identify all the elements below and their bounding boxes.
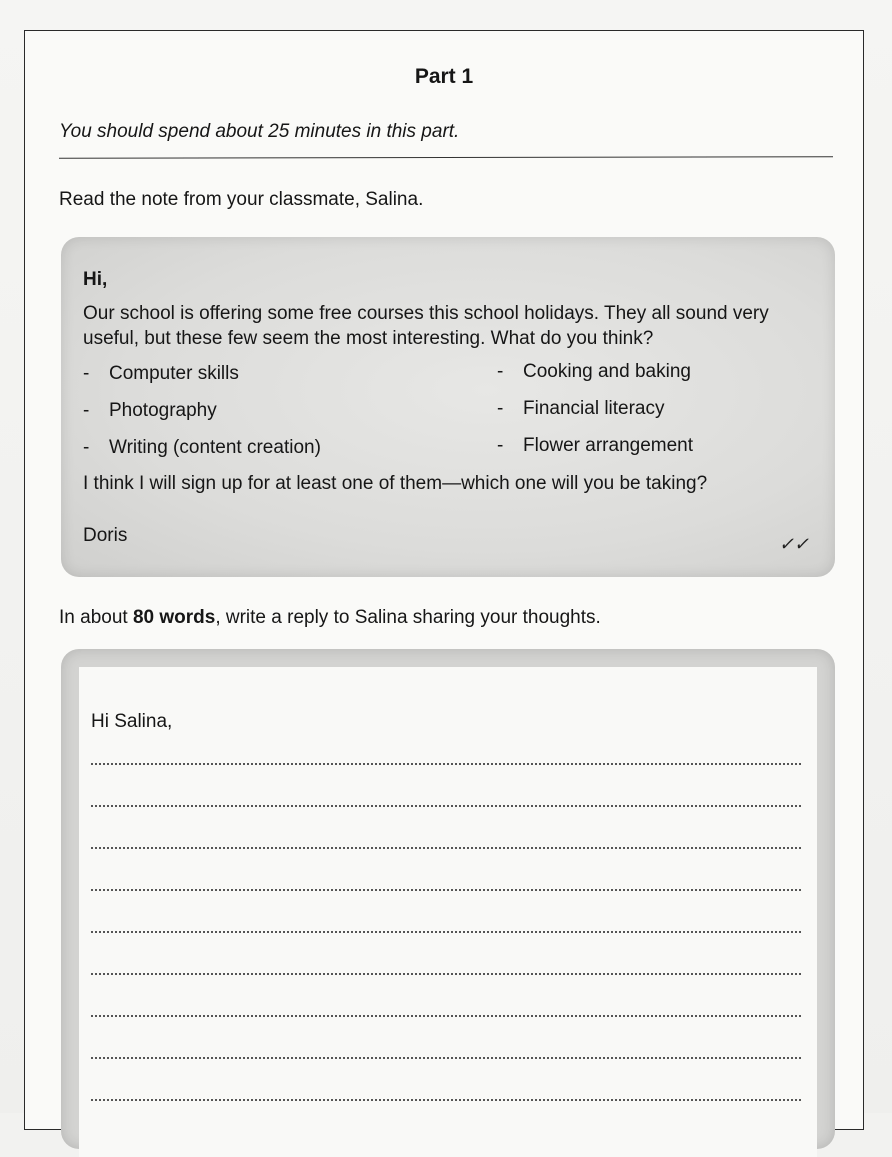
writing-line[interactable]	[91, 973, 801, 975]
note-greeting: Hi,	[83, 269, 108, 290]
writing-line[interactable]	[91, 763, 801, 765]
tick-mark-icon: ✓✓	[778, 534, 809, 554]
answer-sheet	[79, 667, 817, 1157]
note-closing: I think I will sign up for at least one of them—which one will you be taking?	[83, 473, 708, 494]
course-item	[83, 437, 321, 459]
write-instruction-post: , write a reply to Salina sharing your thoughts.	[215, 607, 601, 628]
course-bullet: -	[497, 435, 504, 456]
write-instruction	[59, 607, 601, 629]
course-item	[497, 435, 693, 457]
note-signoff: Doris	[83, 525, 128, 546]
course-item	[83, 363, 239, 385]
course-bullet: -	[497, 398, 504, 419]
answer-greeting: Hi Salina,	[91, 711, 173, 732]
part-title: Part 1	[414, 65, 474, 88]
course-label: Photography	[109, 400, 217, 421]
writing-line[interactable]	[91, 1099, 801, 1101]
word-count: 80 words	[132, 607, 216, 628]
course-item	[497, 361, 691, 383]
course-item	[497, 398, 665, 420]
course-bullet: -	[83, 437, 90, 458]
answer-area	[61, 649, 835, 1149]
course-bullet: -	[497, 361, 504, 382]
writing-line[interactable]	[91, 931, 801, 933]
course-label: Flower arrangement	[523, 435, 694, 456]
course-item	[83, 400, 217, 422]
divider-line	[59, 156, 833, 159]
writing-line[interactable]	[91, 847, 801, 849]
classmate-note	[61, 237, 835, 577]
writing-line[interactable]	[91, 1015, 801, 1017]
note-body: Our school is offering some free courses this school holidays. They all sound very useful, but these few seem the most interesting. What do you think?	[83, 303, 769, 349]
course-label: Writing (content creation)	[109, 437, 321, 458]
time-instruction: You should spend about 25 minutes in this part.	[59, 121, 460, 142]
writing-line[interactable]	[91, 1057, 801, 1059]
exam-sheet	[24, 30, 864, 1130]
writing-line[interactable]	[91, 805, 801, 807]
course-label: Financial literacy	[523, 398, 665, 419]
course-label: Cooking and baking	[523, 361, 691, 382]
write-instruction-pre: In about	[59, 607, 133, 628]
course-bullet: -	[83, 400, 90, 421]
read-instruction: Read the note from your classmate, Salina.	[59, 189, 424, 210]
course-bullet: -	[83, 363, 90, 384]
writing-line[interactable]	[91, 889, 801, 891]
course-label: Computer skills	[109, 363, 239, 384]
